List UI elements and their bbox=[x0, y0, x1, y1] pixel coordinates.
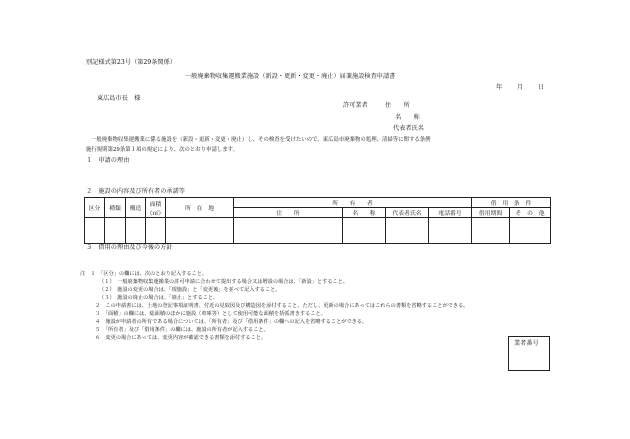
table-row bbox=[85, 218, 551, 244]
header-owner-name: 名 称 bbox=[343, 208, 386, 218]
note-item-2: （２） 施設の変更の場合は、「現施設」と「変更後」を並べて記入すること。 bbox=[99, 287, 281, 293]
cell-structure[interactable] bbox=[126, 218, 146, 244]
note-item-5: ３ 「面積」の欄には、総面積のほかに施設（車庫等）として使用可能な面積を括弧書きすること。 bbox=[95, 311, 326, 317]
business-number-label: 業者番号 bbox=[514, 340, 539, 347]
body-text-line-2: 施行規則第29条第１項の規定により、次のとおり申請します。 bbox=[86, 147, 238, 153]
business-number-box[interactable] bbox=[508, 336, 550, 371]
section-facility-heading: ２ 施設の内容及び所有者の承諾等 bbox=[86, 188, 185, 195]
note-item-4: ２ この申請書には、土地の登記事項証明書、付近の見取図及び構造図を添付すること。ただし、更新の場合にあってはこれらの書類を省略することができる。 bbox=[95, 303, 469, 309]
header-owner-phone: 電話番号 bbox=[429, 208, 472, 218]
section-reason-heading: １ 申請の理由 bbox=[86, 157, 130, 164]
note-item-7: ５ 「所有者」及び「借用条件」の欄には、施設の所有者が記入すること。 bbox=[95, 327, 269, 333]
header-area-unit: （㎡） bbox=[146, 210, 165, 217]
header-area-label: 面積 bbox=[149, 201, 162, 208]
cell-area[interactable] bbox=[146, 218, 166, 244]
header-lease-group: 借 用 条 件 bbox=[472, 198, 551, 208]
body-text-line-1: 一般廃棄物収集運搬業に係る施設を（新設・更新・変更・廃止）し、その検査を受けたいので、東広島市廃棄物の処理、清掃等に関する条例 bbox=[91, 137, 431, 143]
section-usage-heading: ３ 借用の理由及び今後の方針 bbox=[86, 244, 173, 251]
applicant-label: 許可業者 bbox=[343, 102, 368, 109]
cell-category[interactable] bbox=[85, 218, 105, 244]
date-month-label: 月 bbox=[517, 84, 524, 91]
facility-table bbox=[84, 197, 551, 244]
header-owner-group: 所 有 者 bbox=[234, 198, 472, 208]
notes-lead: 注 １ 「区分」の欄には、次のとおり記入すること。 bbox=[80, 271, 208, 277]
note-item-3: （３） 施設の廃止の場合は、「廃止」とすること。 bbox=[99, 295, 219, 301]
applicant-address-label: 住 所 bbox=[385, 102, 410, 109]
header-owner-rep: 代表者氏名 bbox=[386, 208, 429, 218]
date-day-label: 日 bbox=[538, 84, 545, 91]
note-item-8: ６ 変更の場合にあっては、変更内容が確認できる書類を添付すること。 bbox=[95, 335, 267, 341]
cell-owner-address[interactable] bbox=[234, 218, 343, 244]
header-structure: 構造 bbox=[126, 198, 146, 218]
note-item-1: （１） 一般廃棄物収集運搬業の許可申請に合わせて提出する場合又は増設の場合は、「新設」とすること。 bbox=[99, 279, 348, 285]
header-owner-address: 住 所 bbox=[234, 208, 343, 218]
cell-location[interactable] bbox=[166, 218, 234, 244]
header-location: 所 在 地 bbox=[166, 198, 234, 218]
header-type: 種類 bbox=[105, 198, 126, 218]
applicant-rep-label: 代表者氏名 bbox=[393, 125, 424, 132]
cell-owner-rep[interactable] bbox=[386, 218, 429, 244]
header-lease-period: 借用期間 bbox=[472, 208, 510, 218]
addressee: 東広島市長 様 bbox=[97, 95, 141, 102]
form-number: 別記様式第23号（第29条関係） bbox=[86, 59, 176, 66]
page-title: 一般廃棄物収集運搬業施設（新設・更新・変更・廃止）届兼施設検査申請書 bbox=[185, 73, 396, 80]
cell-type[interactable] bbox=[105, 218, 126, 244]
header-lease-other: そ の 他 bbox=[510, 208, 551, 218]
header-category: 区分 bbox=[85, 198, 105, 218]
date-year-label: 年 bbox=[496, 84, 503, 91]
applicant-name-label: 名 称 bbox=[395, 114, 420, 121]
note-item-6: ４ 施設が申請者の所有である場合については、「所有者」及び「借用条件」の欄への記入を省略することができる。 bbox=[95, 319, 368, 325]
cell-lease-other[interactable] bbox=[510, 218, 551, 244]
cell-owner-phone[interactable] bbox=[429, 218, 472, 244]
cell-owner-name[interactable] bbox=[343, 218, 386, 244]
cell-lease-period[interactable] bbox=[472, 218, 510, 244]
header-area bbox=[146, 198, 166, 218]
